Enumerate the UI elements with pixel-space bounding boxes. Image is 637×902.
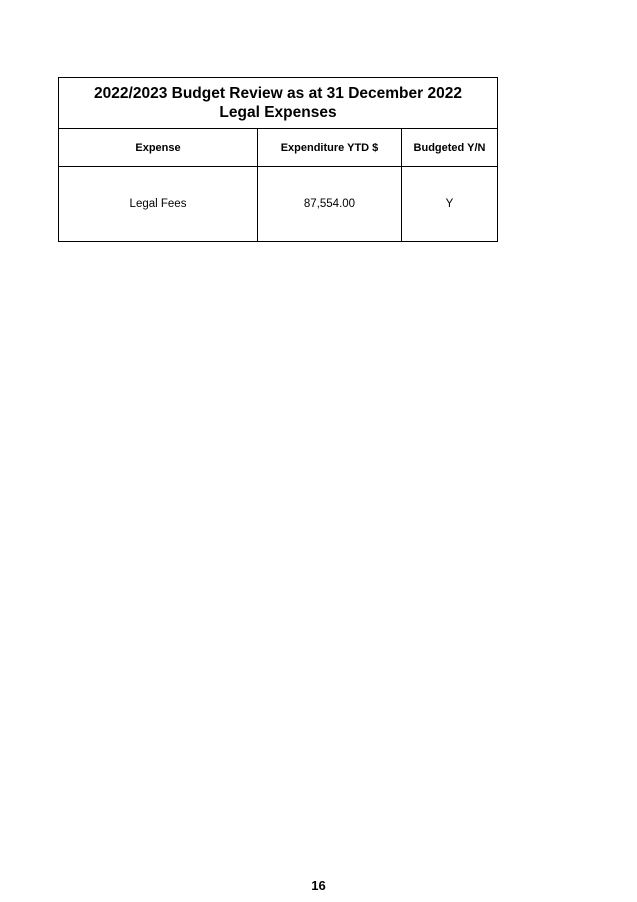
column-header-expense: Expense xyxy=(59,129,258,167)
page-number: 16 xyxy=(311,878,326,893)
table-title-row xyxy=(59,78,498,129)
column-header-budgeted: Budgeted Y/N xyxy=(402,129,498,167)
cell-budgeted: Y xyxy=(402,167,498,242)
budget-review-table xyxy=(58,77,498,242)
table-row xyxy=(59,167,498,242)
cell-expense: Legal Fees xyxy=(59,167,258,242)
table-title-line-1: 2022/2023 Budget Review as at 31 December 2022 xyxy=(94,85,462,102)
table-title xyxy=(59,78,498,129)
table-header-row xyxy=(59,129,498,167)
table-title-line-2: Legal Expenses xyxy=(219,104,337,121)
cell-expenditure-ytd: 87,554.00 xyxy=(258,167,402,242)
column-header-expenditure-ytd: Expenditure YTD $ xyxy=(258,129,402,167)
